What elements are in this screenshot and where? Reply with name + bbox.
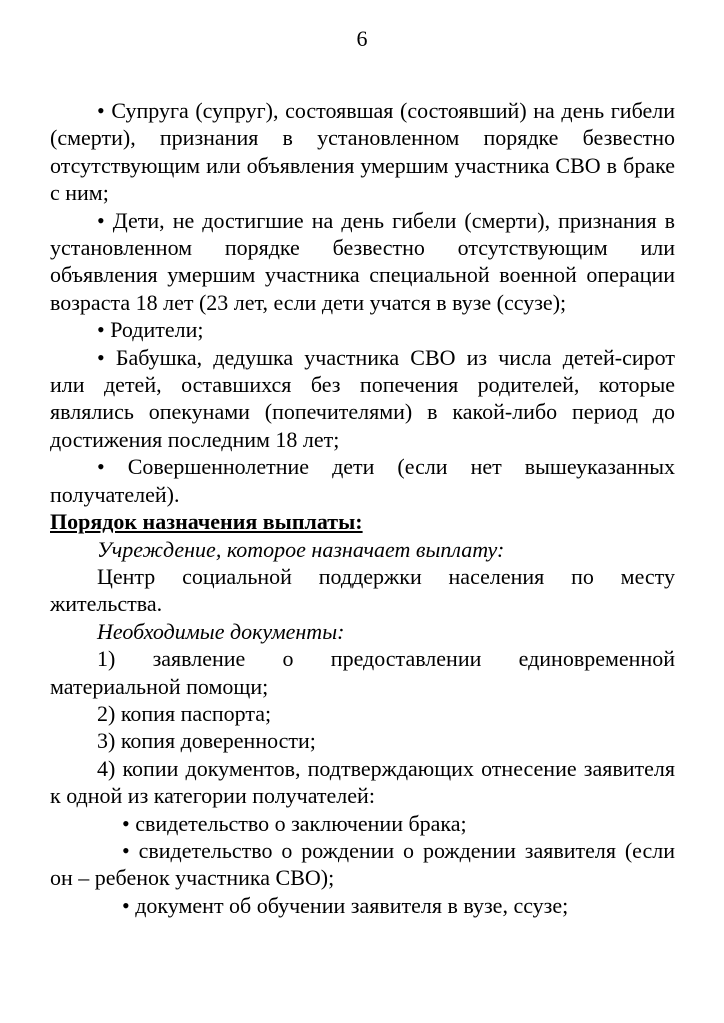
document-item: 1) заявление о предоставлении единовременной материальной помощи; [50,646,675,699]
bullet-icon: • [122,810,130,836]
sub-document-item [50,837,675,892]
bullet-icon: • [122,837,130,863]
recipient-text: Родители; [110,317,204,343]
bullet-icon: • [97,454,105,480]
recipient-item [50,344,675,454]
sub-document-text: свидетельство о заключении брака; [135,810,467,836]
bullet-icon: • [122,892,130,918]
institution-label: Учреждение, которое назначает выплату: [97,536,505,562]
document-item: 3) копия доверенности; [97,728,316,754]
sub-document-text: документ об обучении заявителя в вузе, ссузе; [135,892,569,918]
recipient-text: Совершеннолетние дети (если нет вышеуказанных получателей). [50,454,675,507]
bullet-icon: • [97,98,105,123]
recipient-item [50,97,675,207]
procedure-heading: Порядок назначения выплаты: [50,509,363,535]
bullet-icon: • [97,317,105,343]
document-body [50,97,675,919]
bullet-icon: • [97,344,105,370]
bullet-icon: • [97,207,105,233]
institution-text: Центр социальной поддержки населения по месту жительства. [50,563,675,617]
recipient-item [50,453,675,508]
documents-label: Необходимые документы: [97,618,345,644]
page-number: 6 [356,26,368,51]
sub-document-text: свидетельство о рождении о рождении заявителя (если он – ребенок участника СВО); [50,837,676,891]
recipient-text: Супруга (супруг), состоявшая (состоявший) на день гибели (смерти), признания в установленном порядке безвестно отсутствующим или объявления умершим участника СВО в браке с ним; [50,98,676,206]
document-item: 2) копия паспорта; [97,700,272,726]
sub-document-item [50,892,675,919]
recipient-item [50,316,675,343]
document-item: 4) копии документов, подтверждающих отнесение заявителя к одной из категории получателей: [50,755,675,809]
sub-document-item [50,810,675,837]
recipient-item [50,207,675,317]
recipient-text: Дети, не достигшие на день гибели (смерти), признания в установленном порядке безвестно отсутствующим или объявления умершим участника специальной военной операции возраста 18 лет (23 лет, если дети учатся в вузе (ссузе); [50,207,675,315]
recipient-text: Бабушка, дедушка участника СВО из числа детей-сирот или детей, оставшихся без попечения родителей, которые являлись опекунами (попечителями) в какой-либо период до достижения последним 18 лет; [50,344,675,452]
